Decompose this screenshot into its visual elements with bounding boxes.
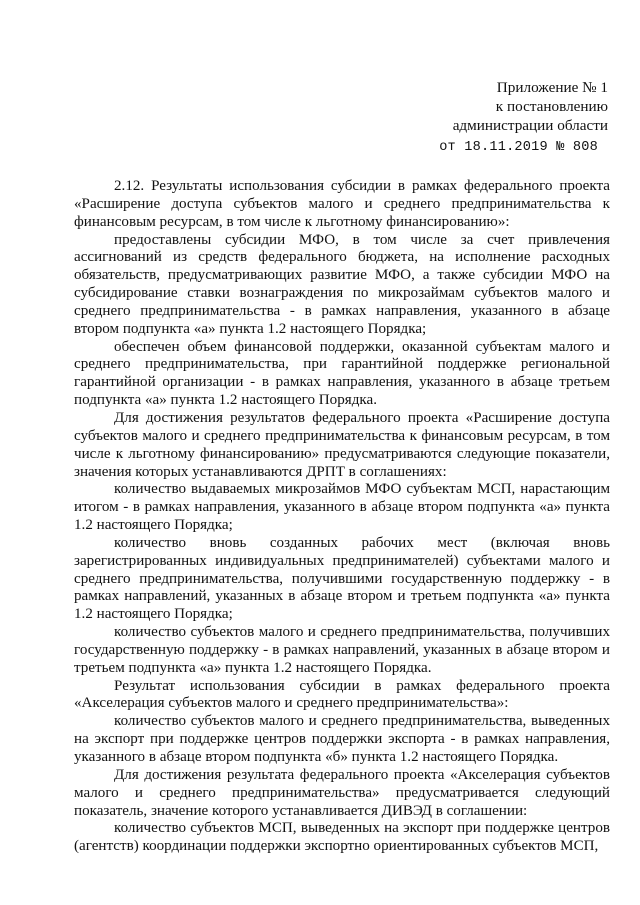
appendix-header — [439, 78, 608, 157]
paragraph: обеспечен объем финансовой поддержки, оказанной субъектам малого и среднего предпринимательства, при гарантийной поддержке региональной гарантийной организации - в рамках направления, указанного в абзаце третьем подпункта «а» пункта 1.2 настоящего Порядка. — [74, 338, 610, 409]
paragraph: предоставлены субсидии МФО, в том числе за счет привлечения ассигнований из средств федерального бюджета, на исполнение расходных обязательств, предусматривающих развитие МФО, а также субсидии МФО на субсидирование ставки вознаграждения по микрозаймам субъектов малого и среднего предпринимательства - в рамках направления, указанного в абзаце втором подпункта «а» пункта 1.2 настоящего Порядка; — [74, 231, 610, 337]
appendix-resolution-ref: к постановлению — [495, 98, 608, 115]
appendix-number: Приложение № 1 — [496, 79, 608, 96]
appendix-authority: администрации области — [452, 117, 608, 134]
paragraph: количество субъектов малого и среднего предпринимательства, получивших государственную поддержку - в рамках направлений, указанных в абзаце втором и третьем подпункта «а» пункта 1.2 настоящего Порядка. — [74, 624, 610, 676]
paragraph: количество выдаваемых микрозаймов МФО субъектам МСП, нарастающим итогом - в рамках направления, указанного в абзаце втором подпункта «а» пункта 1.2 настоящего Порядка; — [74, 481, 610, 534]
paragraph: количество субъектов МСП, выведенных на экспорт при поддержке центров (агентств) координации поддержки экспортно ориентированных субъектов МСП, — [74, 820, 610, 855]
paragraph: количество вновь созданных рабочих мест (включая вновь зарегистрированных индивидуальных предпринимателей) субъектами малого и среднего предпринимательства, получившими государственную поддержку - в рамках направлений, указанных в абзаце втором и третьем подпункта «а» пункта 1.2 настоящего Порядка; — [74, 534, 610, 623]
document-body — [74, 178, 610, 856]
paragraph: Для достижения результатов федерального проекта «Расширение доступа субъектов малого и среднего предпринимательства к финансовым ресурсам, в том числе к льготному финансированию» предусматриваются следующие показатели, значения которых устанавливаются ДРПТ в соглашениях: — [74, 409, 610, 480]
paragraph: Для достижения результата федерального проекта «Акселерация субъектов малого и среднего предпринимательства» предусматривается следующий показатель, значение которого устанавливается ДИВЭД в соглашении: — [74, 766, 610, 819]
paragraph: количество субъектов малого и среднего предпринимательства, выведенных на экспорт при поддержке центров поддержки экспорта - в рамках направления, указанного в абзаце втором подпункта «б» пункта 1.2 настоящего Порядка. — [74, 713, 610, 765]
paragraph: Результат использования субсидии в рамках федерального проекта «Акселерация субъектов малого и среднего предпринимательства»: — [74, 677, 610, 712]
appendix-date-number-stamp: от 18.11.2019 № 808 — [439, 140, 598, 155]
paragraph: 2.12. Результаты использования субсидии в рамках федерального проекта «Расширение доступа субъектов малого и среднего предпринимательства к финансовым ресурсам, в том числе к льготному финансированию»: — [74, 178, 610, 230]
